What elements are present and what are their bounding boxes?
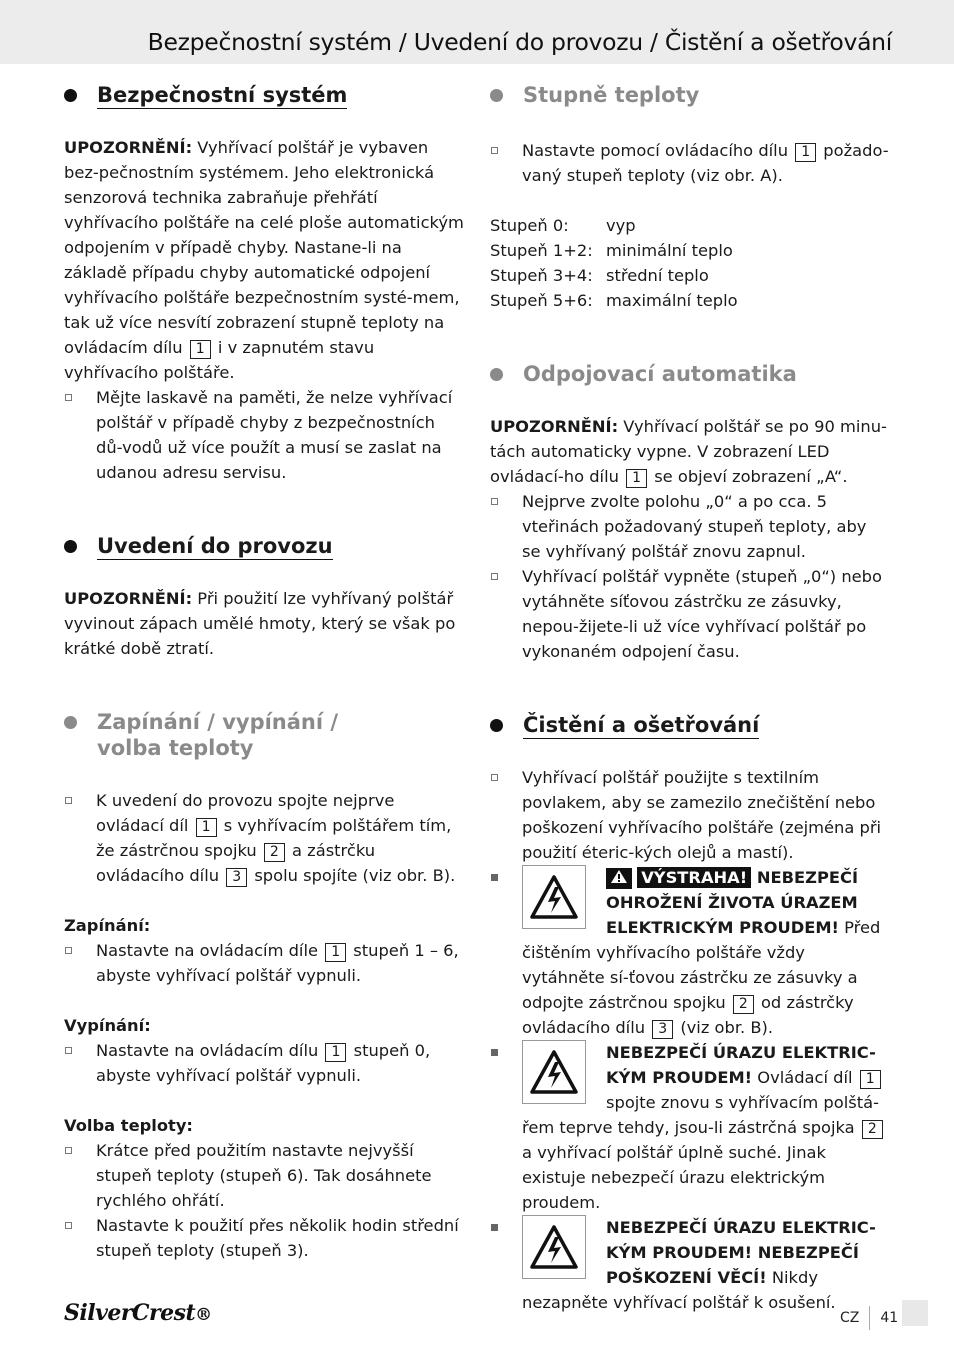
warning-triangle-icon [606,868,632,889]
page-title: Bezpečnostní systém / Uvedení do provozu / Čistění a ošetřování [147,28,892,56]
checkbox-square-icon [491,774,498,781]
paragraph: UPOZORNĚNÍ: Vyhřívací polštář je vybaven bez-pečnostním systémem. Jeho elektronická senzorová technika zabraňuje přehřátí vyhřívacího polštáře na celé ploše automatickým odpojením v případě chyby. Nastane-li na základě případu chyby automatické odpojení vyhřívacího polštáře bezpečnostním systé-mem, tak už více nesvítí zobrazení stupně teploty na ovládacím dílu 1 i v zapnutém stavu vyhřívacího polštáře. [64,138,464,382]
warning-item: NEBEZPEČÍ ÚRAZU ELEKTRIC-KÝM PROUDEM! NEBEZPEČÍ POŠKOZENÍ VĚCÍ! Nikdy nezapněte vyhřívací polštář k osušení. [490,1215,890,1315]
filled-square-icon [491,874,498,881]
paragraph: UPOZORNĚNÍ: Vyhřívací polštář se po 90 minu-tách automaticky vypne. V zobrazení LED ovládací-ho dílu 1 se objeví zobrazení „A“. [490,417,887,486]
electric-hazard-icon [522,865,586,929]
section-heading-uvedeni: Uvedení do provozu [64,533,333,559]
list-item: Nastavte pomocí ovládacího dílu 1 požado-vaný stupeň teploty (viz obr. A). [490,138,890,188]
list-item: Nejprve zvolte polohu „0“ a po cca. 5 vteřinách požadovaný stupeň teploty, aby se vyhřívaný polštář znovu zapnul. [490,489,890,564]
left-column [64,82,464,1263]
checkbox-square-icon [65,797,72,804]
checkbox-square-icon [65,1047,72,1054]
page-number: CZ 41 [840,1306,898,1330]
list-item: Mějte laskavě na paměti, že nelze vyhřívací polštář v případě chyby z bezpečnostních dů-vodů už více použít a musí se zaslat na udanou adresu servisu. [64,385,464,485]
brand-logo: SilverCrest® [64,1300,212,1326]
section-heading-bezpecnostni: Bezpečnostní systém [64,82,347,108]
electric-hazard-icon [522,1040,586,1104]
bullet-dot-icon [490,89,503,102]
bullet-dot-icon [64,89,77,102]
filled-square-icon [491,1224,498,1231]
section-heading-cisteni: Čistění a ošetřování [490,712,759,738]
checkbox-square-icon [65,1147,72,1154]
electric-hazard-icon [522,1215,586,1279]
checkbox-square-icon [65,394,72,401]
subheading: Zapínání: [64,916,151,935]
section-heading-odpojovaci: Odpojovací automatika [490,361,797,387]
bullet-dot-icon [64,716,77,729]
list-item: Vyhřívací polštář vypněte (stupeň „0“) nebo vytáhněte síťovou zástrčku ze zásuvky, nepou-žijete-li už více vyhřívací polštář po vykonaném odpojení času. [490,564,890,664]
bullet-dot-icon [490,719,503,732]
list-item: Nastavte k použití přes několik hodin střední stupeň teploty (stupeň 3). [64,1213,464,1263]
list-item: Nastavte na ovládacím díle 1 stupeň 1 – 6, abyste vyhřívací polštář vypnuli. [64,938,464,988]
divider [869,1306,870,1330]
warning-item: NEBEZPEČÍ ÚRAZU ELEKTRIC-KÝM PROUDEM! Ovládací díl 1 spojte znovu s vyhřívacím polštá-řem teprve tehdy, jsou-li zástrčná spojka 2 a vyhřívací polštář úplně suché. Jinak existuje nebezpečí úrazu elektrickým proudem. [490,1040,890,1215]
bullet-dot-icon [64,540,77,553]
list-item: Vyhřívací polštář použijte s textilním povlakem, aby se zamezilo znečištění nebo poškození vyhřívacího polštáře (zejména při použití éteric-kých olejů a mastí). [490,765,890,865]
checkbox-square-icon [491,147,498,154]
corner-tab [902,1300,928,1326]
checkbox-square-icon [65,1222,72,1229]
ref-box: 1 [190,340,211,359]
paragraph: UPOZORNĚNÍ: Při použití lze vyhřívaný polštář vyvinout zápach umělé hmoty, který se však po krátké době ztratí. [64,589,456,658]
page-header [0,0,954,64]
checkbox-square-icon [491,573,498,580]
checkbox-square-icon [65,947,72,954]
list-item: Krátce před použitím nastavte nejvyšší stupeň teploty (stupeň 6). Tak dosáhnete rychlého ohřátí. [64,1138,464,1213]
filled-square-icon [491,1049,498,1056]
right-column [490,82,890,1315]
checkbox-square-icon [491,498,498,505]
list-item: Nastavte na ovládacím dílu 1 stupeň 0, abyste vyhřívací polštář vypnuli. [64,1038,464,1088]
section-heading-stupne: Stupně teploty [490,82,699,108]
list-item: K uvedení do provozu spojte nejprve ovládací díl 1 s vyhřívacím polštářem tím, že zástrčnou spojku 2 a zástrčku ovládacího dílu 3 spolu spojíte (viz obr. B). [64,788,464,888]
bullet-dot-icon [490,368,503,381]
warning-item: VÝSTRAHA! NEBEZPEČÍ OHROŽENÍ ŽIVOTA ÚRAZEM ELEKTRICKÝM PROUDEM! Před čištěním vyhřívacího polštáře vždy vytáhněte sí-ťovou zástrčku ze zásuvky a odpojte zástrčnou spojku 2 od zástrčky ovládacího dílu 3 (viz obr. B). [490,865,890,1040]
subheading: Volba teploty: [64,1116,193,1135]
temperature-table: Stupeň 0: vyp Stupeň 1+2: minimální teplo Stupeň 3+4: střední teplo Stupeň 5+6: maximální teplo [490,216,738,310]
section-heading-zapinani: Zapínání / vypínání / volba teploty [64,709,338,761]
subheading: Vypínání: [64,1016,151,1035]
